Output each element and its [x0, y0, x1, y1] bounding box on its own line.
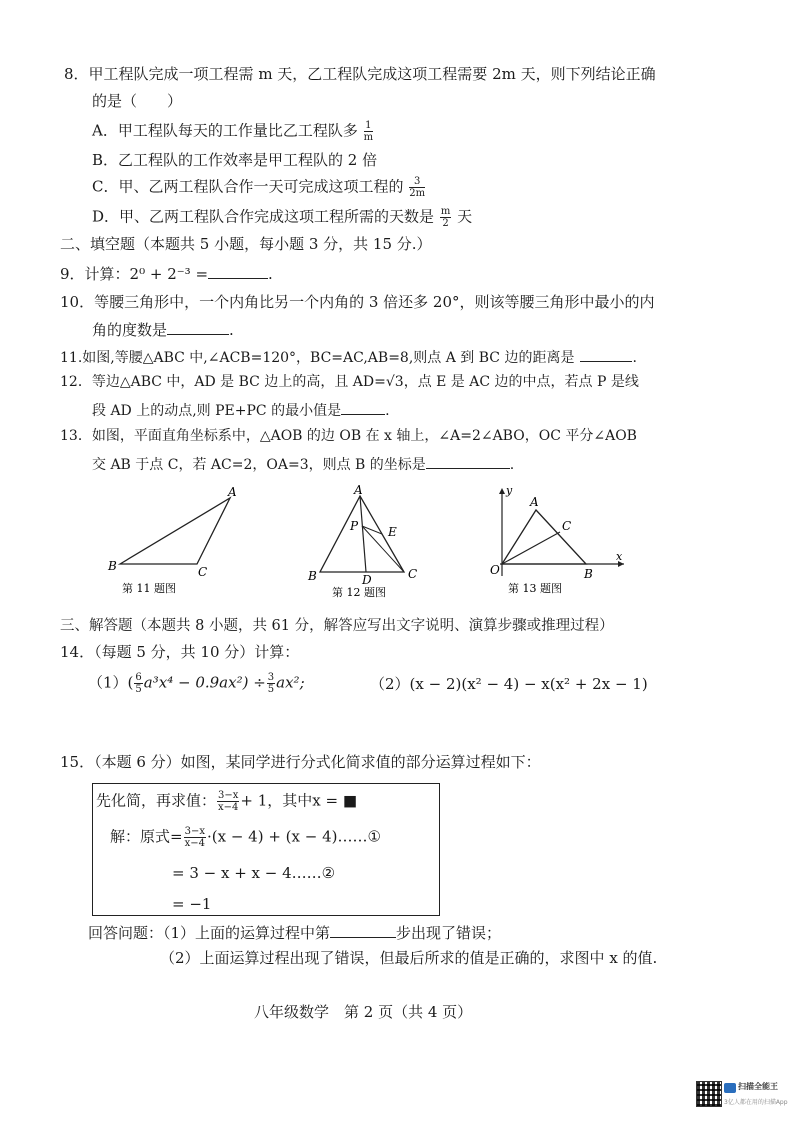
- q8-option-d-text: D．甲、乙两工程队合作完成这项工程所需的天数是: [92, 207, 435, 226]
- q12-line1: 12．等边△ABC 中，AD 是 BC 边上的高，且 AD=√3，点 E 是 AC 边的中点，若点 P 是线: [60, 374, 639, 390]
- q14-p1-c: ax²;: [276, 673, 305, 692]
- q8-option-b: B．乙工程队的工作效率是甲工程队的 2 倍: [92, 151, 378, 169]
- y-axis-arrow: [499, 488, 505, 494]
- frac-den: x−4: [184, 838, 205, 849]
- triangle-aob: [502, 510, 586, 564]
- q11-end: .: [632, 350, 637, 366]
- q15-answer-1: [88, 922, 501, 943]
- q14-part-2: （2）(x − 2)(x² − 4) − x(x² + 2x − 1): [370, 675, 648, 693]
- fraction-6-5: [134, 672, 142, 695]
- frac-den: x−4: [218, 802, 239, 813]
- label-a: A: [228, 485, 237, 499]
- q14-part-1: [88, 672, 305, 695]
- frac-num: 3−x: [218, 790, 239, 801]
- frac-num: 3−x: [184, 826, 205, 837]
- q15-box-line1a: 先化简，再求值：: [96, 791, 217, 810]
- answer-blank[interactable]: [330, 922, 396, 938]
- label-b: B: [308, 569, 317, 583]
- q15-heading: 15．（本题 6 分）如图，某同学进行分式化简求值的部分运算过程如下：: [60, 753, 541, 771]
- label-p: P: [350, 519, 359, 533]
- frac-den: 5: [135, 684, 142, 695]
- figure-13: [486, 482, 636, 602]
- frac-num: 6: [135, 672, 142, 683]
- q11: [60, 346, 637, 368]
- q12-line2-text: 段 AD 上的动点,则 PE+PC 的最小值是: [92, 403, 342, 419]
- q8-stem-line2: 的是（ ）: [92, 92, 183, 110]
- frac-num: 3: [267, 672, 275, 683]
- qr-code-icon: [696, 1081, 722, 1107]
- frac-den: 5: [267, 684, 275, 695]
- section-3-heading: 三、解答题（本题共 8 小题，共 61 分，解答应写出文字说明、演算步骤或推理过程）: [60, 618, 614, 634]
- triangle-abc: [120, 498, 230, 564]
- frac-den: m: [363, 132, 374, 143]
- q9: [60, 263, 273, 284]
- label-b: B: [108, 559, 117, 573]
- label-y: y: [506, 484, 513, 497]
- label-a: A: [530, 495, 539, 509]
- answer-blank[interactable]: [208, 263, 268, 279]
- q8-option-d-tail: 天: [457, 207, 473, 226]
- q12-line2: [92, 399, 390, 421]
- q15-answer-2: （2）上面运算过程出现了错误，但最后所求的值是正确的，求图中 x 的值.: [160, 949, 658, 967]
- q13-end: .: [509, 457, 515, 473]
- q10-line2: [92, 319, 234, 340]
- q15-answer-1a: 回答问题：（1）上面的运算过程中第: [88, 924, 331, 942]
- label-c: C: [408, 567, 418, 581]
- q8-option-c-fraction: [409, 176, 425, 199]
- watermark-subtitle: 3亿人都在用的扫描App: [724, 1099, 788, 1106]
- fraction-expr: [217, 790, 239, 813]
- label-e: E: [388, 525, 397, 539]
- q10-line1: 10．等腰三角形中，一个内角比另一个内角的 3 倍还多 20°，则该等腰三角形中最小的内: [60, 293, 655, 311]
- figure-12-caption: 第 12 题图: [332, 586, 386, 599]
- q14-heading: 14．（每题 5 分，共 10 分）计算：: [60, 643, 300, 661]
- answer-blank[interactable]: [426, 453, 510, 469]
- altitude-ad: [360, 496, 366, 572]
- label-b: B: [584, 567, 593, 581]
- q15-box-line1: [96, 790, 357, 813]
- q15-box-line2a: 解：原式=: [110, 827, 183, 846]
- q8-option-a-fraction: [364, 120, 373, 143]
- fraction-3-5: [267, 672, 275, 695]
- q13-line2: [92, 453, 514, 475]
- label-d: D: [362, 573, 372, 587]
- frac-num: m: [440, 206, 451, 217]
- q13-line1: 13．如图，平面直角坐标系中，△AOB 的边 OB 在 x 轴上，∠A=2∠ABO，OC 平分∠AOB: [60, 428, 637, 444]
- fraction-expr: [184, 826, 206, 849]
- q8-option-a-text: A．甲工程队每天的工作量比乙工程队多: [92, 121, 358, 140]
- answer-blank[interactable]: [580, 346, 632, 362]
- q15-box-line2: [110, 826, 381, 849]
- q8-option-a: [92, 120, 374, 143]
- q15-box-line4: = −1: [172, 895, 212, 913]
- figure-13-caption: 第 13 题图: [508, 582, 562, 595]
- figure-11-caption: 第 11 题图: [122, 582, 176, 595]
- label-a: A: [354, 483, 363, 497]
- frac-num: 1: [365, 120, 372, 131]
- q14-p1-a: （1）(: [88, 673, 134, 692]
- q10-end: .: [229, 321, 234, 339]
- q14-p1-b: a³x⁴ − 0.9ax²) ÷: [143, 673, 266, 692]
- label-c: C: [562, 519, 572, 533]
- q8-option-c: [92, 176, 426, 199]
- figure-11: [100, 480, 250, 600]
- answer-blank[interactable]: [167, 319, 229, 335]
- q15-box-line2b: ·(x − 4) + (x − 4)……①: [206, 827, 381, 846]
- watermark-title: 扫描全能王: [738, 1082, 778, 1091]
- frac-den: 2: [442, 218, 449, 229]
- page-footer: 八年级数学 第 2 页（共 4 页）: [254, 1003, 473, 1021]
- q8-option-d-fraction: [440, 206, 451, 229]
- bisector-oc: [502, 532, 560, 564]
- label-x: x: [616, 550, 623, 563]
- section-2-heading: 二、填空题（本题共 5 小题，每小题 3 分，共 15 分.）: [60, 235, 432, 253]
- label-o: O: [490, 563, 500, 577]
- q11-text: 11.如图,等腰△ABC 中,∠ACB=120°，BC=AC,AB=8,则点 A 到 BC 边的距离是: [60, 350, 575, 366]
- figure-12: [300, 480, 430, 604]
- frac-num: 3: [409, 176, 425, 188]
- answer-blank[interactable]: [341, 399, 385, 415]
- q12-end: .: [385, 403, 390, 419]
- q15-box-line3: = 3 − x + x − 4……②: [172, 864, 336, 882]
- q13-line2-text: 交 AB 于点 C，若 AC=2，OA=3，则点 B 的坐标是: [92, 457, 426, 473]
- q9-end: .: [268, 265, 273, 283]
- q15-box-line1b: + 1，其中x = ■: [240, 791, 358, 810]
- q15-answer-1b: 步出现了错误；: [396, 924, 502, 942]
- q8-option-d: [92, 206, 472, 229]
- q8-option-c-text: C．甲、乙两工程队合作一天可完成这项工程的: [92, 177, 404, 196]
- scanner-logo-icon: [724, 1083, 736, 1093]
- q9-text: 9．计算：2⁰ + 2⁻³ =: [60, 265, 209, 283]
- label-c: C: [198, 565, 208, 579]
- segment-pc: [362, 526, 404, 572]
- frac-den: 2m: [409, 188, 426, 199]
- q8-stem-line1: 8．甲工程队完成一项工程需 m 天，乙工程队完成这项工程需要 2m 天，则下列结论正确: [64, 65, 656, 83]
- q10-line2-text: 角的度数是: [92, 321, 168, 339]
